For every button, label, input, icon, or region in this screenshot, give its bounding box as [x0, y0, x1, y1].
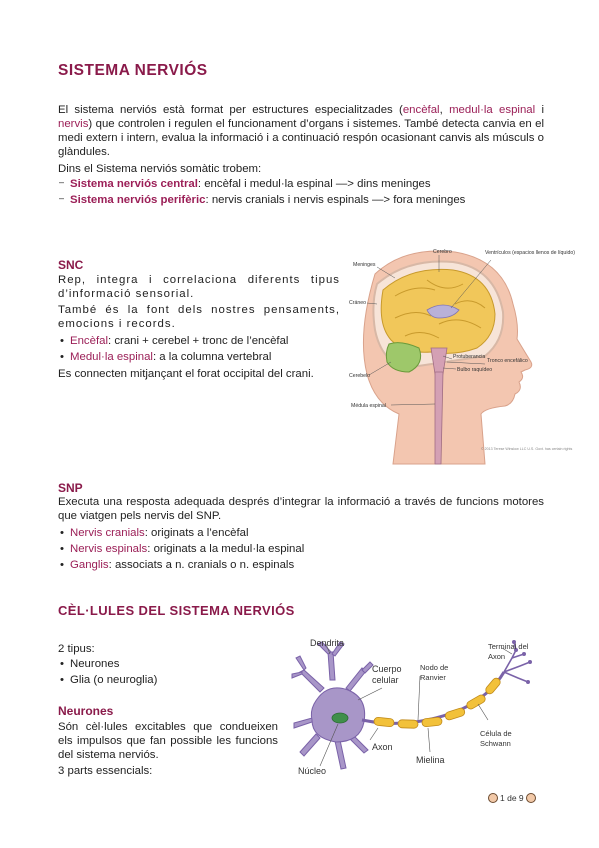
label-ranvier: Ranvier [420, 673, 446, 682]
label-terminal: Terminal del [488, 642, 529, 651]
cells-type-list [58, 657, 278, 687]
intro-list [58, 177, 544, 207]
list-item [58, 334, 340, 348]
label-dendrita: Dendrita [310, 638, 345, 648]
term: Sistema nerviós central [70, 178, 198, 190]
label-protuberancia: Protuberancia [453, 354, 486, 360]
term: Ganglis [70, 559, 109, 571]
label-mielina: Mielina [416, 755, 445, 765]
term-desc: : associats a n. cranials o n. espinals [108, 559, 295, 571]
cell-type: Glia (o neuroglia) [70, 674, 158, 686]
snp-heading: SNP [58, 481, 83, 495]
cell-type: Neurones [70, 658, 120, 670]
snc-paragraph-3: Es connecten mitjançant el forat occipital del crani. [58, 368, 314, 380]
intro-text-a: El sistema nerviós està format per estructures especialitzades ( [58, 104, 403, 116]
intro-term-medulla: medul·la espinal [449, 104, 536, 116]
term-desc: : nervis cranials i nervis espinals —> fora meninges [205, 194, 466, 206]
label-axon-terminal: Axon [488, 652, 506, 661]
label-cuerpo: Cuerpo [372, 664, 402, 674]
cells-heading: CÈL·LULES DEL SISTEMA NERVIÓS [58, 603, 295, 618]
neuron-illustration [290, 632, 546, 782]
neurones-paragraph: Són cèl·lules excitables que condueixen els impulsos que fan possible les funcions del sistema nerviós. [58, 721, 278, 761]
intro-text-b: ) que controlen i regulen el funcionament d’organs i sistemes. També detecta canvia en el medi extern i intern, evalua la informació i a continuació respón ocasionant canvis als músculs o glàndules. [58, 118, 544, 158]
page-indicator [488, 791, 536, 805]
snp-list [58, 526, 544, 572]
intro-term-encefal: encèfal [402, 104, 440, 116]
label-bulbo: Bulbo raquídeo [457, 367, 493, 373]
brain-illustration [335, 244, 575, 464]
term: Sistema nerviós perifèric [70, 194, 206, 206]
snc-heading: SNC [58, 258, 84, 272]
page-number: 1 de 9 [500, 793, 524, 803]
nucleus [332, 713, 348, 723]
term: Medul·la espinal [70, 351, 153, 363]
cells-count: 2 tipus: [58, 643, 95, 655]
list-item [58, 657, 278, 671]
label-nucleo: Núcleo [298, 766, 327, 776]
label-celula: Célula de [480, 729, 512, 738]
term: Nervis espinals [70, 543, 148, 555]
label-schwann: Schwann [480, 739, 511, 748]
snc-paragraph-1: Rep, integra i correlaciona diferents tipus d’informació sensorial. [58, 274, 340, 300]
list-item [58, 542, 544, 556]
term-desc: : originats a l’encèfal [144, 527, 249, 539]
figure-credit: © 2013 Terese Winslow LLC U.S. Govt. has certain rights [481, 447, 573, 451]
term-desc: : originats a la medul·la espinal [147, 543, 305, 555]
label-craneo: Cráneo [349, 300, 367, 306]
term-desc: : encèfal i medul·la espinal —> dins meninges [197, 178, 431, 190]
intro-sep: i [535, 104, 544, 116]
label-medula: Médula espinal [351, 403, 386, 409]
list-item [58, 526, 544, 540]
label-nodo: Nodo de [420, 663, 449, 672]
snp-paragraph: Executa una resposta adequada després d’integrar la informació a través de funcions motores que viatgen pels nervis del SNP. [58, 496, 544, 522]
list-item [58, 558, 544, 572]
list-item [58, 177, 544, 191]
neurones-heading: Neurones [58, 704, 114, 718]
list-item [58, 350, 340, 364]
label-cerebelo: Cerebelo [349, 373, 371, 379]
label-celular: celular [372, 675, 399, 685]
intro-sep: , [439, 104, 450, 116]
label-axon: Axon [372, 742, 393, 752]
term-desc: : crani + cerebel + tronc de l’encèfal [108, 335, 289, 347]
label-ventriculos: Ventrículos (espacios llenos de líquido) [485, 250, 575, 256]
term-desc: : a la columna vertebral [152, 351, 272, 363]
cerebellum-shape [386, 343, 420, 372]
neurones-parts: 3 parts essencials: [58, 765, 153, 777]
label-cerebro: Cerebro [433, 249, 452, 255]
intro-somatic-line: Dins el Sistema nerviós somàtic trobem: [58, 163, 262, 175]
list-item [58, 193, 544, 207]
intro-term-nervis: nervis [58, 118, 89, 130]
label-tronco: Tronco encefálico [487, 358, 528, 364]
avatar-icon [526, 793, 536, 803]
snc-paragraph-2: També és la font dels nostres pensaments, emocions i records. [58, 304, 340, 330]
term: Nervis cranials [70, 527, 145, 539]
term: Encèfal [70, 335, 108, 347]
label-meninges: Meninges [353, 262, 376, 268]
intro-paragraph [58, 103, 544, 159]
snc-list [58, 334, 340, 364]
avatar-icon [488, 793, 498, 803]
list-item [58, 673, 278, 687]
page-title: SISTEMA NERVIÓS [58, 62, 208, 79]
